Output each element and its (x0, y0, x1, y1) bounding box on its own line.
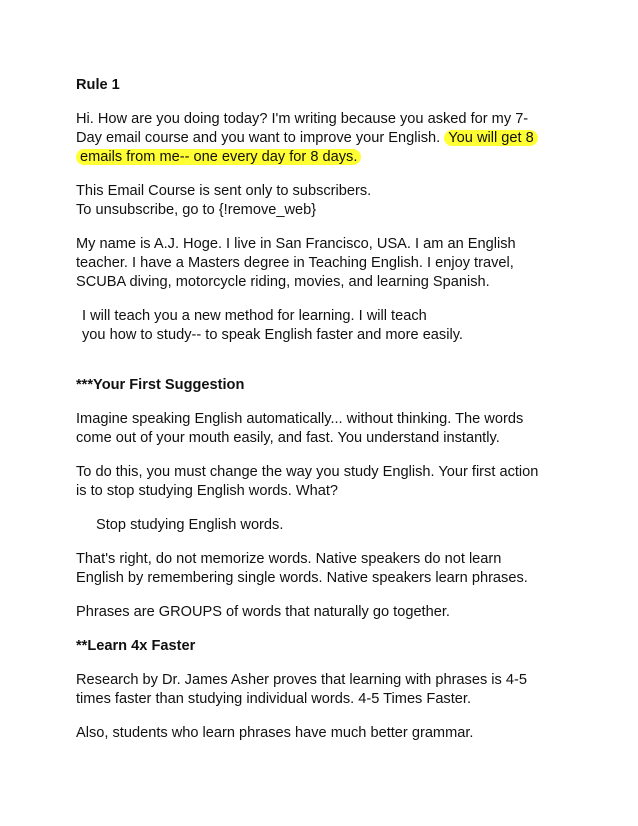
spacer (76, 220, 576, 235)
research-line-1: Research by Dr. James Asher proves that learning with phrases is 4-5 (76, 672, 527, 688)
document-page (76, 76, 576, 743)
intro-paragraph (76, 110, 576, 167)
learn-faster-heading: **Learn 4x Faster (76, 638, 196, 654)
spacer (76, 345, 576, 376)
imagine-line-2: come out of your mouth easily, and fast. You understand instantly. (76, 430, 500, 446)
spacer (76, 395, 576, 410)
intro-line-2 (76, 129, 576, 148)
spacer (76, 448, 576, 463)
stop-studying-line: Stop studying English words. (96, 517, 284, 533)
suggestion-heading: ***Your First Suggestion (76, 377, 245, 393)
thats-right-line-2: English by remembering single words. Native speakers learn phrases. (76, 570, 528, 586)
about-paragraph (76, 235, 576, 292)
method-paragraph (76, 307, 576, 345)
intro-line-2-text: Day email course and you want to improve your English. (76, 130, 445, 146)
spacer (76, 622, 576, 637)
research-paragraph (76, 671, 576, 709)
intro-line-1: Hi. How are you doing today? I'm writing because you asked for my 7- (76, 111, 529, 127)
spacer (76, 656, 576, 671)
research-line-2: times faster than studying individual words. 4-5 Times Faster. (76, 691, 472, 707)
phrases-line: Phrases are GROUPS of words that naturally go together. (76, 604, 450, 620)
intro-line-3 (76, 148, 576, 167)
spacer (76, 709, 576, 724)
thats-right-line-1: That's right, do not memorize words. Native speakers do not learn (76, 551, 502, 567)
grammar-line: Also, students who learn phrases have much better grammar. (76, 725, 474, 741)
highlighted-text: emails from me-- one every day for 8 days. (76, 149, 361, 165)
subscribe-line-1: This Email Course is sent only to subscribers. (76, 183, 372, 199)
unsubscribe-line: To unsubscribe, go to {!remove_web} (76, 202, 317, 218)
spacer (76, 588, 576, 603)
about-line-1: My name is A.J. Hoge. I live in San Francisco, USA. I am an English (76, 236, 516, 252)
method-line-1: I will teach you a new method for learning. I will teach (82, 308, 427, 324)
about-line-2: teacher. I have a Masters degree in Teaching English. I enjoy travel, (76, 255, 514, 271)
spacer (76, 167, 576, 182)
thats-right-paragraph (76, 550, 576, 588)
spacer (76, 501, 576, 516)
imagine-paragraph (76, 410, 576, 448)
spacer (76, 535, 576, 550)
todo-line-1: To do this, you must change the way you study English. Your first action (76, 464, 539, 480)
spacer (76, 292, 576, 307)
about-line-3: SCUBA diving, motorcycle riding, movies, and learning Spanish. (76, 274, 490, 290)
highlighted-text: You will get 8 (444, 130, 537, 146)
method-line-2: you how to study-- to speak English faster and more easily. (82, 327, 463, 343)
spacer (76, 95, 576, 110)
rule-heading: Rule 1 (76, 77, 120, 93)
imagine-line-1: Imagine speaking English automatically... without thinking. The words (76, 411, 524, 427)
subscribe-paragraph (76, 182, 576, 220)
todo-line-2: is to stop studying English words. What? (76, 483, 339, 499)
todo-paragraph (76, 463, 576, 501)
